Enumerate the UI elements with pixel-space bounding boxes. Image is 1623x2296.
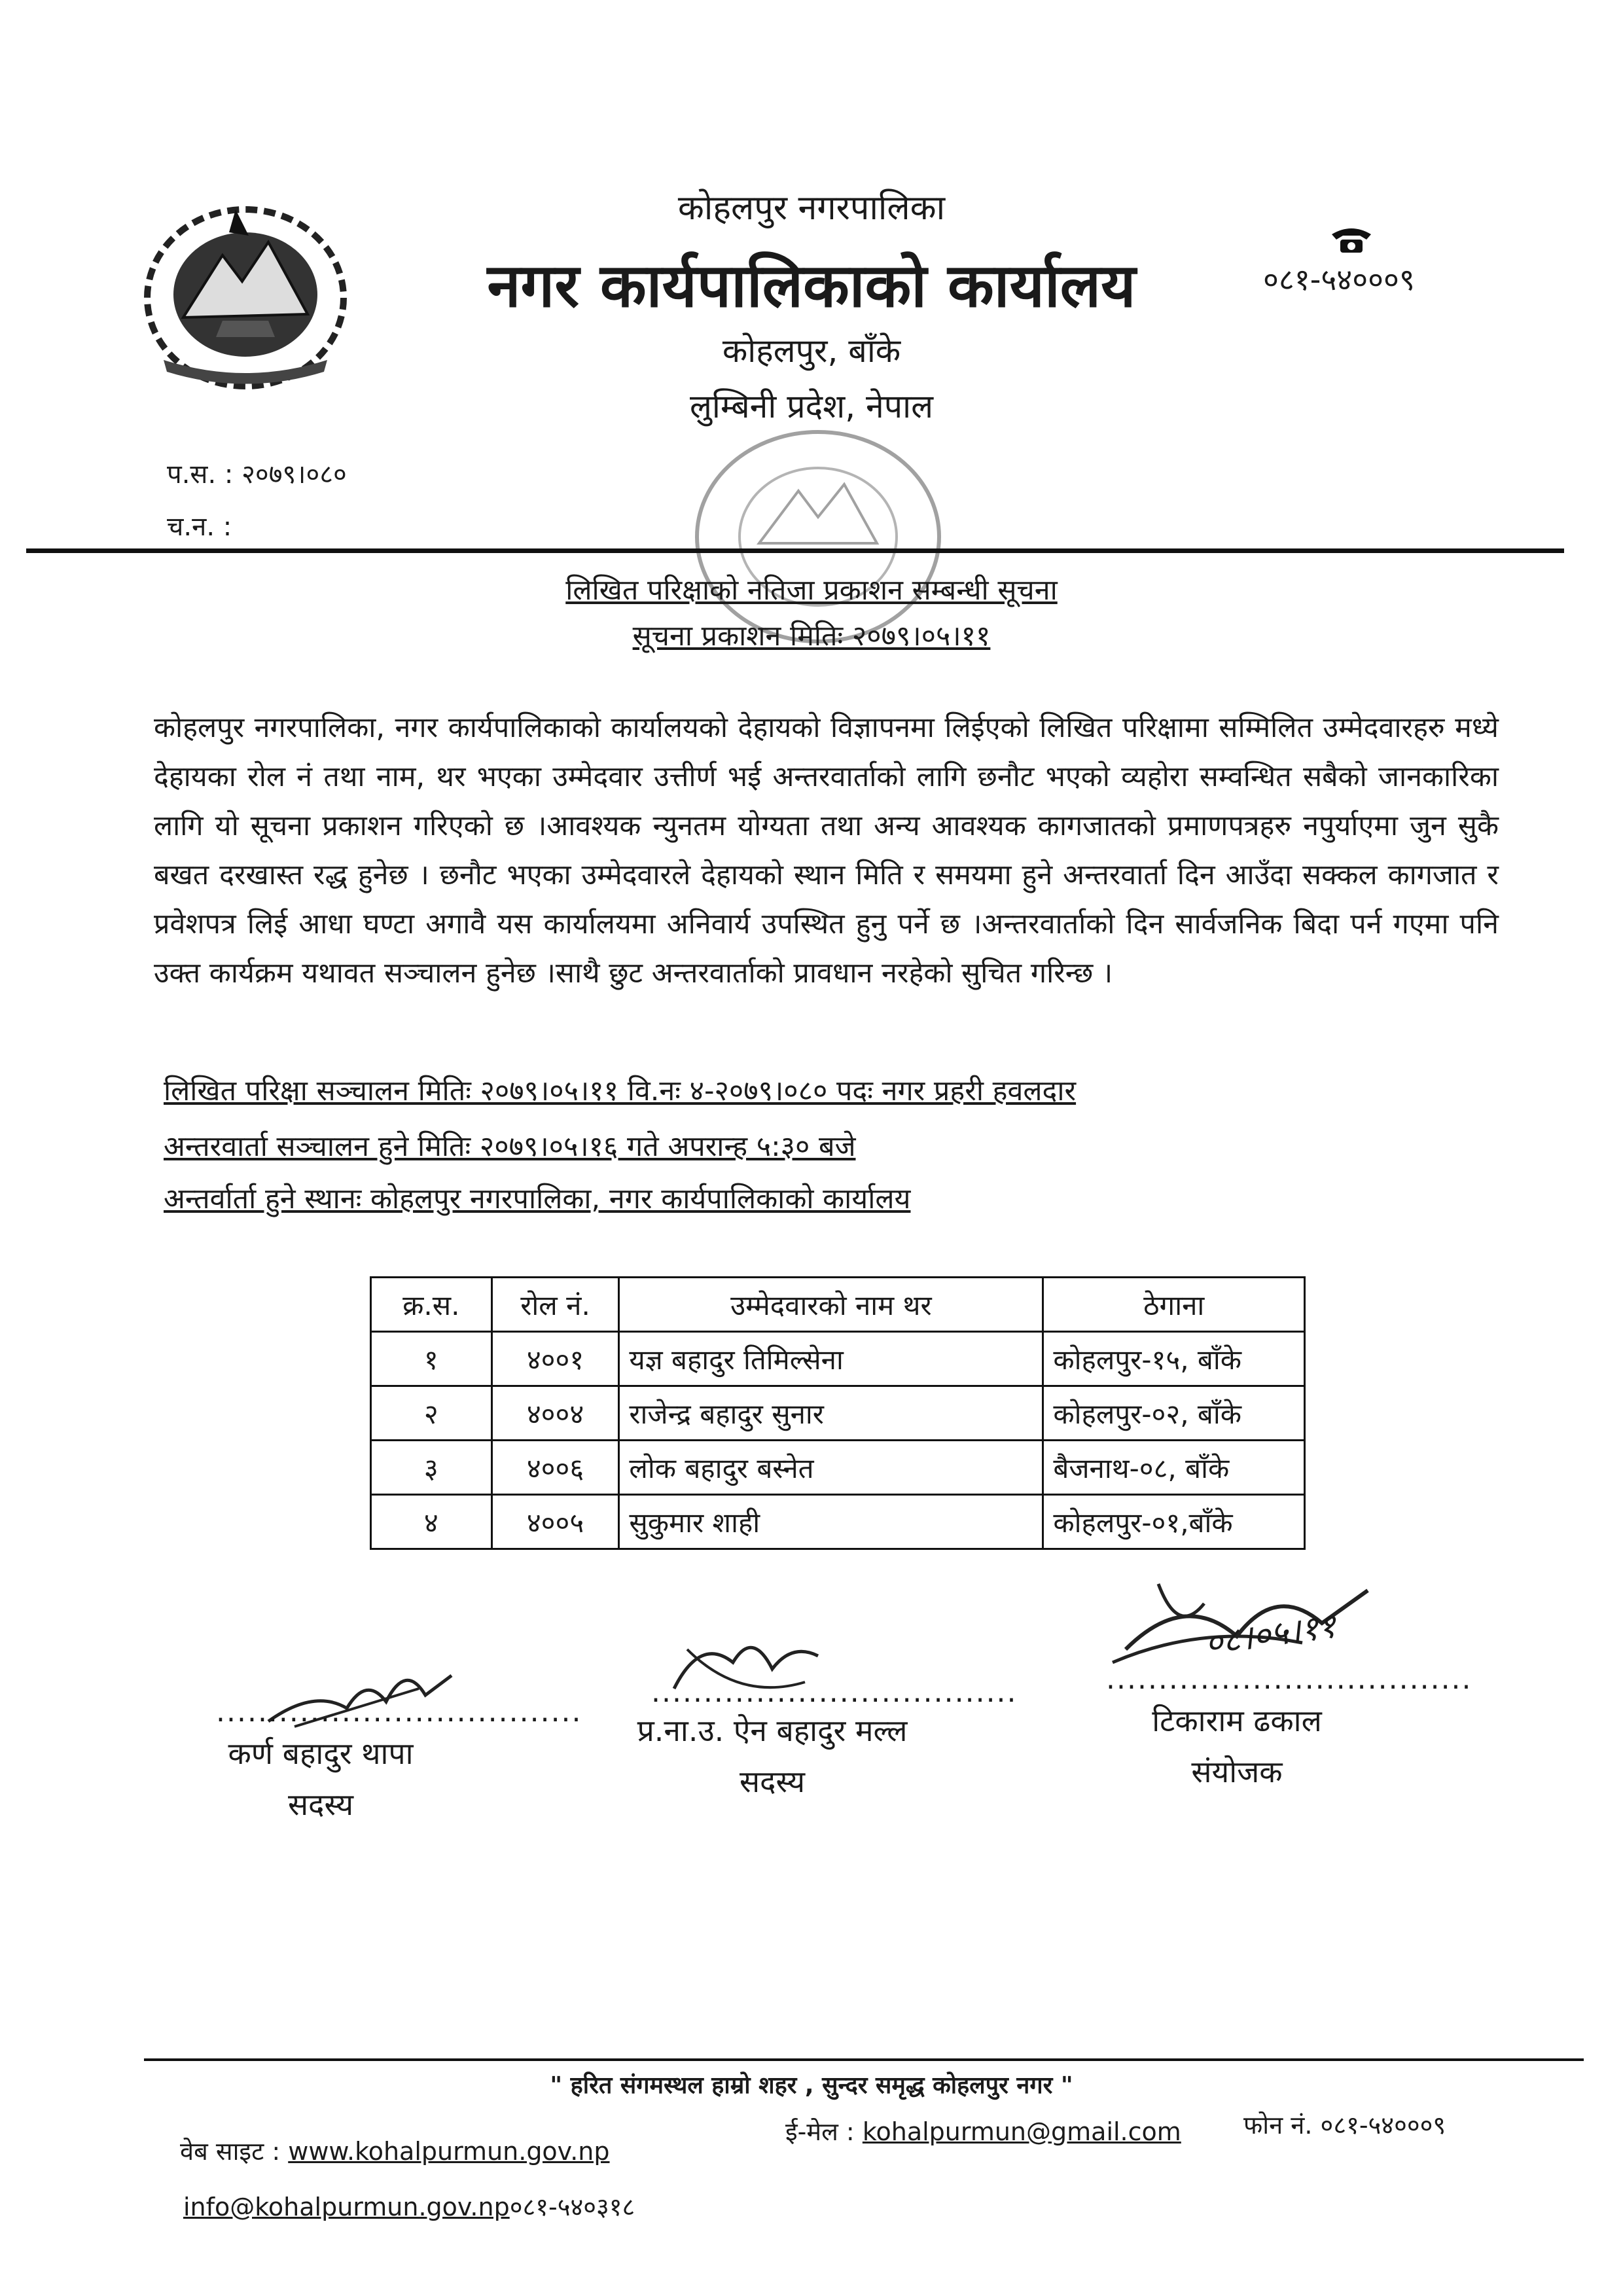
signatory-3-role: संयोजक — [1191, 1754, 1283, 1789]
interview-date-line: अन्तरवार्ता सञ्चालन हुने मितिः २०७९।०५।१६ गते अपरान्ह ५:३० बजे — [164, 1130, 856, 1163]
signatory-1 — [157, 1728, 484, 1830]
cell-name: यज्ञ बहादुर तिमिल्सेना — [619, 1332, 1043, 1386]
signature-line-3: ................................... — [1106, 1662, 1472, 1696]
cell-address: कोहलपुर-१५, बाँके — [1043, 1332, 1305, 1386]
cell-serial: १ — [371, 1332, 492, 1386]
signatory-2-role: सदस्य — [739, 1764, 806, 1799]
header-phone: ०८१-५४०००९ — [1263, 262, 1415, 297]
website-label: वेब साइट : — [180, 2137, 281, 2166]
cell-roll: ४००४ — [491, 1386, 619, 1441]
signatory-3 — [1073, 1695, 1400, 1797]
header-serial: क्र.स. — [371, 1278, 492, 1332]
reference-cn: च.न. : — [167, 512, 232, 542]
signature-line-1: ................................... — [216, 1695, 582, 1729]
signatory-1-role: सदस्य — [287, 1787, 354, 1822]
cell-name: राजेन्द्र बहादुर सुनार — [619, 1386, 1043, 1441]
table-row — [371, 1495, 1305, 1549]
cell-name: सुकुमार शाही — [619, 1495, 1043, 1549]
cell-roll: ४००६ — [491, 1441, 619, 1495]
cell-address: कोहलपुर-०१,बाँके — [1043, 1495, 1305, 1549]
reference-ps: प.स. : २०७९।०८० — [167, 459, 347, 490]
cell-address: कोहलपुर-०२, बाँके — [1043, 1386, 1305, 1441]
signatory-3-name: टिकाराम ढकाल — [1152, 1703, 1322, 1738]
signatory-2-name: प्र.ना.उ. ऐन बहादुर मल्ल — [637, 1713, 908, 1748]
footer-slogan: " हरित संगमस्थल हाम्रो शहर , सुन्दर समृद्ध कोहलपुर नगर " — [550, 2072, 1073, 2099]
office-province: लुम्बिनी प्रदेश, नेपाल — [689, 387, 934, 425]
header-name: उम्मेदवारको नाम थर — [619, 1278, 1043, 1332]
government-emblem — [137, 196, 353, 393]
email-row — [785, 2114, 1181, 2148]
info-phone: ०८१-५४०३१८ — [509, 2193, 635, 2221]
cell-serial: २ — [371, 1386, 492, 1441]
cell-name: लोक बहादुर बस्नेत — [619, 1441, 1043, 1495]
table-row — [371, 1386, 1305, 1441]
candidate-table — [370, 1276, 1306, 1550]
notice-body: कोहलपुर नगरपालिका, नगर कार्यपालिकाको कार्यालयको देहायको विज्ञापनमा लिईएको लिखित परिक्षामा सम्मिलित उम्मेदवारहरु मध्ये देहायका रोल नं तथा नाम, थर भएका उम्मेदवार उत्तीर्ण भई अन्तरवार्ताको लागि छनौट भएको व्यहोरा सम्वन्धित सबैको जानकारिका लागि यो सूचना प्रकाशन गरिएको छ ।आवश्यक न्युनतम योग्यता तथा अन्य आवश्यक कागजातको प्रमाणपत्रहरु नपुर्याएमा जुन सुकै बखत दरखास्त रद्ध हुनेछ । छनौट भएका उम्मेदवारले देहायको स्थान मिति र समयमा हुने अन्तरवार्ता दिन आउँदा सक्कल कागजात र प्रवेशपत्र लिई आधा घण्टा अगावै यस कार्यालयमा अनिवार्य उपस्थित हुनु पर्ने छ ।अन्तरवार्ताको दिन सार्वजनिक बिदा पर्न गएमा पनि उक्त कार्यक्रम यथावत सञ्चालन हुनेछ ।साथै छुट अन्तरवार्ताको प्रावधान नरहेको सुचित गरिन्छ । — [154, 711, 1499, 990]
office-stamp — [687, 425, 949, 648]
info-email-link[interactable]: info@kohalpurmun.gov.np — [183, 2193, 510, 2221]
notice-subject: लिखित परिक्षाको नतिजा प्रकाशन सम्बन्धी सूचना — [565, 574, 1058, 607]
signatory-2 — [589, 1705, 955, 1807]
email-label: ई-मेल : — [785, 2117, 855, 2146]
cell-roll: ४००५ — [491, 1495, 619, 1549]
office-title: नगर कार्यपालिकाको कार्यालय — [487, 251, 1136, 321]
telephone-icon — [1329, 223, 1374, 255]
handwritten-date: ०८।०५।११ — [1202, 1606, 1339, 1664]
website-row — [180, 2134, 610, 2168]
municipality-name: कोहलपुर नगरपालिका — [677, 188, 946, 228]
cell-address: बैजनाथ-०८, बाँके — [1043, 1441, 1305, 1495]
header-roll: रोल नं. — [491, 1278, 619, 1332]
signatory-1-name: कर्ण बहादुर थापा — [228, 1736, 414, 1771]
exam-info-line: लिखित परिक्षा सञ्चालन मितिः २०७९।०५।११ वि.नः ४-२०७९।०८० पदः नगर प्रहरी हवलदार — [164, 1075, 1077, 1107]
office-location: कोहलपुर, बाँके — [722, 332, 901, 370]
website-link[interactable]: www.kohalpurmun.gov.np — [288, 2137, 610, 2166]
info-row — [183, 2189, 635, 2223]
cell-serial: ४ — [371, 1495, 492, 1549]
header-divider — [26, 548, 1564, 553]
cell-roll: ४००१ — [491, 1332, 619, 1386]
signature-line-2: ................................... — [651, 1676, 1018, 1709]
table-row — [371, 1332, 1305, 1386]
interview-venue-line: अन्तर्वार्ता हुने स्थानः कोहलपुर नगरपालिका, नगर कार्यपालिकाको कार्यालय — [164, 1183, 911, 1215]
footer-divider — [144, 2058, 1584, 2061]
header-address: ठेगाना — [1043, 1278, 1305, 1332]
cell-serial: ३ — [371, 1441, 492, 1495]
notice-date: सूचना प्रकाशन मितिः २०७९।०५।११ — [632, 620, 991, 653]
table-header-row — [371, 1278, 1305, 1332]
footer-phone: फोन नं. ०८१-५४०००९ — [1243, 2111, 1446, 2140]
table-row — [371, 1441, 1305, 1495]
email-link[interactable]: kohalpurmun@gmail.com — [862, 2117, 1181, 2146]
